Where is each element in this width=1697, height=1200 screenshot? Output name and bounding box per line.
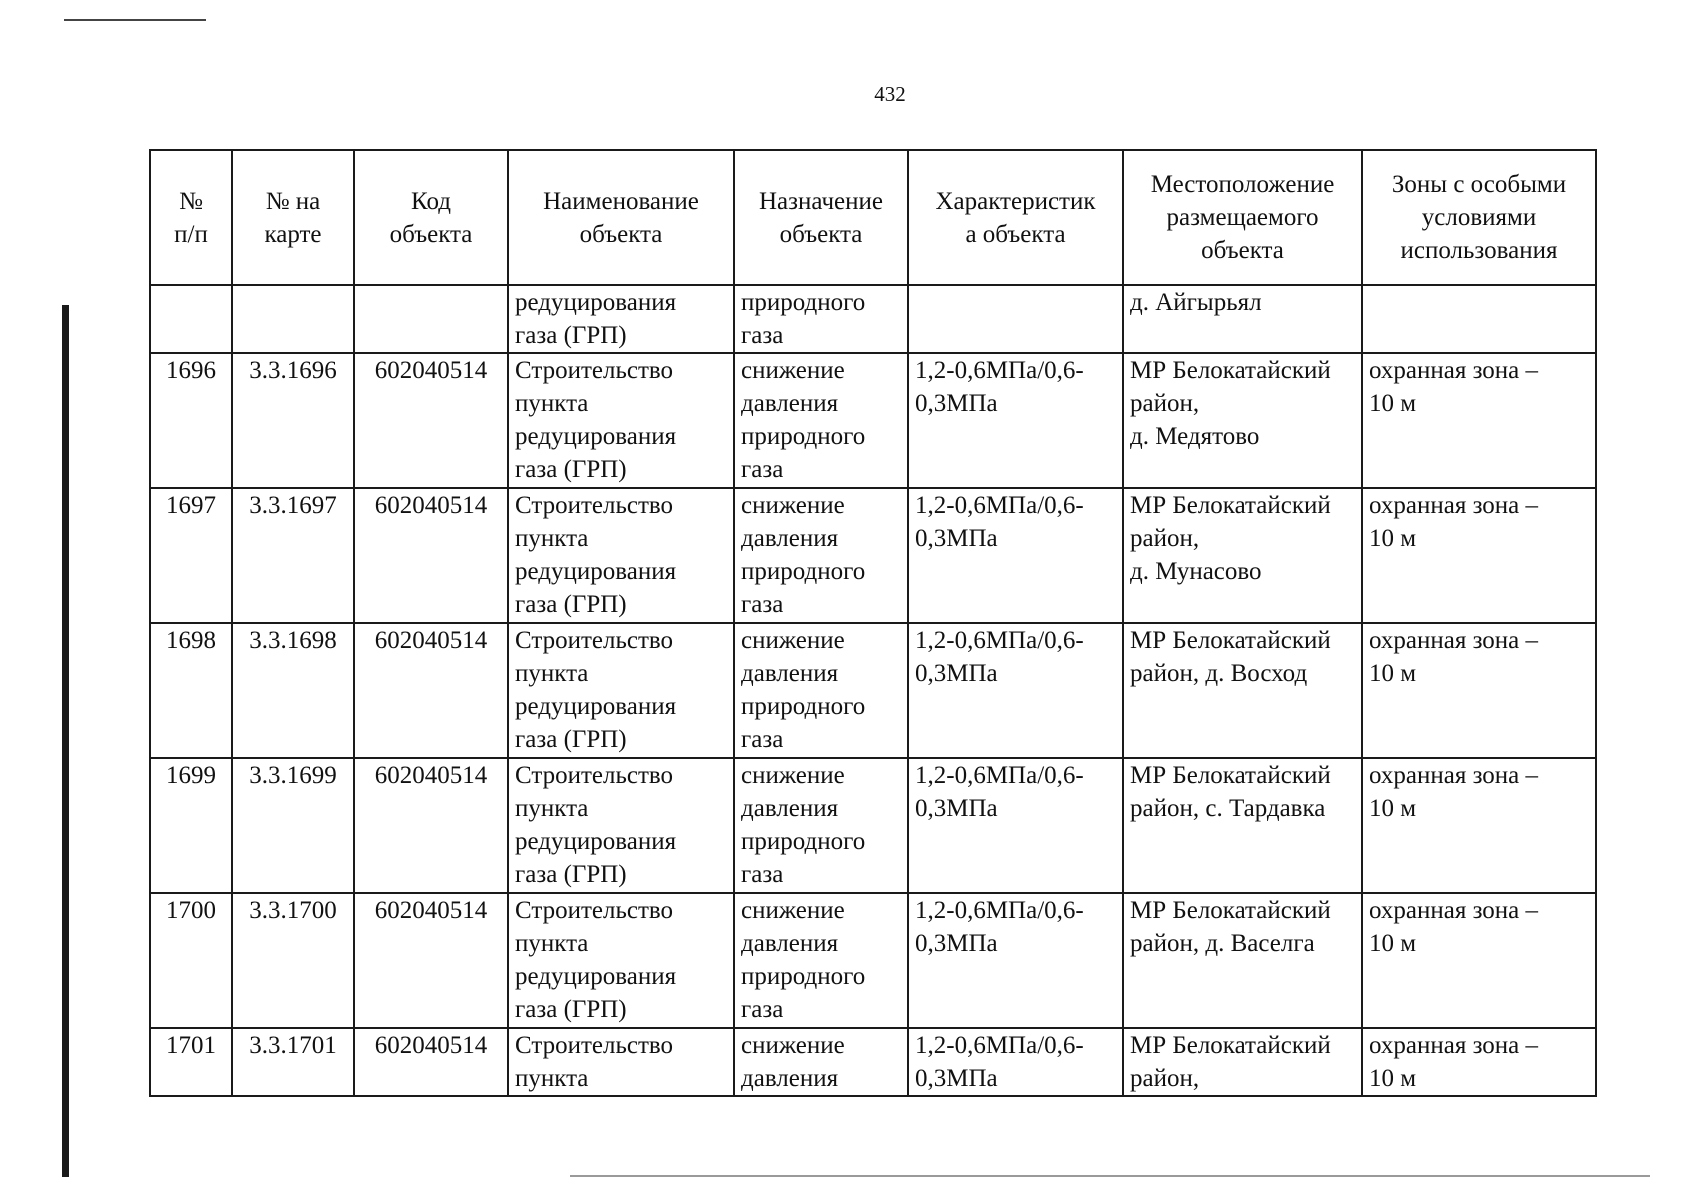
table-body (150, 285, 1596, 1096)
cell-name-line: Строительство (515, 762, 674, 789)
table-row (150, 488, 1596, 623)
cell-purpose-line: природного (741, 558, 866, 585)
header-purpose (734, 150, 908, 285)
cell-location-line: МР Белокатайский (1130, 1032, 1331, 1059)
cell-purpose-line: природного (741, 289, 866, 316)
cell-purpose-line: газа (741, 456, 784, 483)
cell-characteristics-line: 0,3МПа (915, 390, 998, 417)
cell-map-num: 3.3.1697 (232, 488, 354, 623)
cell-code (354, 285, 508, 353)
cell-characteristics (908, 488, 1123, 623)
header-name (508, 150, 734, 285)
cell-name-line: редуцирования (515, 693, 677, 720)
header-zones (1362, 150, 1596, 285)
cell-characteristics-line: 1,2-0,6МПа/0,6- (915, 627, 1084, 654)
header-text-line: Зоны с особыми (1391, 171, 1567, 198)
cell-name-line: Строительство (515, 492, 674, 519)
cell-zones-line: охранная зона – (1369, 492, 1539, 519)
cell-purpose-line: природного (741, 423, 866, 450)
header-text-line: п/п (174, 220, 208, 248)
cell-code: 602040514 (354, 758, 508, 893)
cell-name-line: газа (ГРП) (515, 456, 627, 483)
cell-location (1123, 893, 1362, 1028)
cell-zones (1362, 1028, 1596, 1096)
cell-purpose-line: снижение (741, 357, 845, 384)
cell-zones (1362, 353, 1596, 488)
cell-characteristics-line: 1,2-0,6МПа/0,6- (915, 762, 1084, 789)
header-text-line: а объекта (965, 220, 1066, 248)
cell-name-line: газа (ГРП) (515, 996, 627, 1023)
cell-purpose-line: давления (741, 390, 839, 417)
header-code (354, 150, 508, 285)
header-map-num (232, 150, 354, 285)
header-location (1123, 150, 1362, 285)
cell-purpose-line: природного (741, 693, 866, 720)
cell-purpose (734, 758, 908, 893)
cell-name-line: Строительство (515, 897, 674, 924)
header-text-line: объекта (1201, 237, 1284, 264)
header-text-line: карте (264, 220, 322, 248)
cell-characteristics (908, 893, 1123, 1028)
cell-zones (1362, 488, 1596, 623)
cell-name-line: пункта (515, 795, 589, 822)
scan-binding-shadow (62, 305, 69, 1177)
header-characteristics (908, 150, 1123, 285)
cell-purpose-line: газа (741, 726, 784, 753)
cell-zones-line: охранная зона – (1369, 1032, 1539, 1059)
cell-purpose (734, 623, 908, 758)
cell-num: 1696 (150, 353, 232, 488)
cell-num: 1698 (150, 623, 232, 758)
cell-name-line: Строительство (515, 627, 674, 654)
cell-zones-line: охранная зона – (1369, 627, 1539, 654)
cell-name (508, 285, 734, 353)
cell-location-line: район, (1130, 1065, 1200, 1092)
cell-name (508, 488, 734, 623)
cell-zones-line: 10 м (1369, 390, 1417, 417)
cell-purpose (734, 488, 908, 623)
cell-zones-line: 10 м (1369, 930, 1417, 957)
cell-purpose (734, 353, 908, 488)
cell-map-num: 3.3.1696 (232, 353, 354, 488)
header-text-line: № (179, 187, 203, 215)
cell-location (1123, 353, 1362, 488)
cell-location-line: д. Медятово (1130, 423, 1260, 450)
scan-bottom-line (570, 1175, 1650, 1177)
cell-location-line: МР Белокатайский (1130, 357, 1331, 384)
table-row (150, 758, 1596, 893)
header-text-line: № на (265, 187, 321, 215)
header-num (150, 150, 232, 285)
header-text-line: Наименование (543, 187, 699, 215)
cell-name-line: редуцирования (515, 289, 677, 316)
cell-characteristics-line: 0,3МПа (915, 930, 998, 957)
table-row (150, 893, 1596, 1028)
cell-purpose-line: давления (741, 930, 839, 957)
cell-name-line: Строительство (515, 1032, 674, 1059)
cell-name (508, 893, 734, 1028)
cell-characteristics (908, 758, 1123, 893)
cell-name-line: пункта (515, 390, 589, 417)
cell-name (508, 623, 734, 758)
cell-characteristics (908, 623, 1123, 758)
cell-purpose-line: газа (741, 996, 784, 1023)
header-text-line: использования (1400, 237, 1558, 264)
cell-characteristics-line: 1,2-0,6МПа/0,6- (915, 492, 1084, 519)
objects-table (149, 149, 1597, 1097)
cell-purpose-line: газа (741, 322, 784, 349)
header-text-line: объекта (389, 220, 473, 248)
cell-characteristics (908, 1028, 1123, 1096)
cell-purpose (734, 1028, 908, 1096)
table-row (150, 623, 1596, 758)
cell-name-line: редуцирования (515, 423, 677, 450)
cell-name-line: газа (ГРП) (515, 591, 627, 618)
header-text-line: объекта (579, 220, 663, 248)
cell-map-num: 3.3.1699 (232, 758, 354, 893)
cell-purpose-line: давления (741, 660, 839, 687)
cell-map-num: 3.3.1698 (232, 623, 354, 758)
cell-num: 1700 (150, 893, 232, 1028)
cell-characteristics-line: 0,3МПа (915, 525, 998, 552)
cell-purpose-line: снижение (741, 762, 845, 789)
cell-purpose-line: давления (741, 1065, 839, 1092)
cell-name-line: редуцирования (515, 558, 677, 585)
cell-characteristics-line: 0,3МПа (915, 795, 998, 822)
cell-num: 1697 (150, 488, 232, 623)
header-text-line: Код (411, 187, 451, 215)
cell-zones (1362, 893, 1596, 1028)
cell-location-line: МР Белокатайский (1130, 762, 1331, 789)
cell-num: 1701 (150, 1028, 232, 1096)
cell-name-line: пункта (515, 525, 589, 552)
cell-zones (1362, 623, 1596, 758)
cell-zones (1362, 285, 1596, 353)
cell-characteristics-line: 0,3МПа (915, 660, 998, 687)
cell-purpose-line: газа (741, 591, 784, 618)
cell-name-line: пункта (515, 660, 589, 687)
cell-location-line: МР Белокатайский (1130, 627, 1331, 654)
page-number: 432 (874, 82, 906, 106)
header-text-line: Характеристик (935, 187, 1096, 215)
cell-name-line: редуцирования (515, 828, 677, 855)
table-header-row (150, 150, 1596, 285)
cell-code: 602040514 (354, 353, 508, 488)
cell-purpose (734, 893, 908, 1028)
cell-purpose-line: снижение (741, 492, 845, 519)
cell-zones-line: 10 м (1369, 1065, 1417, 1092)
cell-name-line: пункта (515, 1065, 589, 1092)
cell-map-num (232, 285, 354, 353)
cell-location-line: район, (1130, 525, 1200, 552)
cell-zones-line: 10 м (1369, 660, 1417, 687)
cell-location-line: район, д. Васелга (1130, 930, 1315, 957)
header-text-line: Назначение (758, 187, 884, 215)
cell-name-line: газа (ГРП) (515, 726, 627, 753)
header-text-line: размещаемого (1166, 204, 1319, 231)
cell-location-line: МР Белокатайский (1130, 897, 1331, 924)
cell-zones (1362, 758, 1596, 893)
cell-code: 602040514 (354, 893, 508, 1028)
cell-location-line: д. Мунасово (1130, 558, 1262, 585)
cell-code: 602040514 (354, 1028, 508, 1096)
cell-name (508, 758, 734, 893)
cell-purpose-line: природного (741, 828, 866, 855)
cell-name-line: редуцирования (515, 963, 677, 990)
cell-location (1123, 285, 1362, 353)
cell-num (150, 285, 232, 353)
cell-purpose-line: газа (741, 861, 784, 888)
cell-location-line: район, д. Восход (1130, 660, 1308, 687)
cell-characteristics (908, 285, 1123, 353)
cell-purpose-line: давления (741, 795, 839, 822)
cell-code: 602040514 (354, 623, 508, 758)
cell-purpose-line: природного (741, 963, 866, 990)
scan-edge-line (64, 19, 206, 21)
cell-characteristics-line: 1,2-0,6МПа/0,6- (915, 1032, 1084, 1059)
cell-characteristics-line: 0,3МПа (915, 1065, 998, 1092)
header-text-line: объекта (779, 220, 863, 248)
cell-zones-line: 10 м (1369, 525, 1417, 552)
table-row (150, 1028, 1596, 1096)
cell-name-line: газа (ГРП) (515, 861, 627, 888)
cell-name-line: Строительство (515, 357, 674, 384)
cell-zones-line: 10 м (1369, 795, 1417, 822)
cell-location-line: район, (1130, 390, 1200, 417)
cell-characteristics (908, 353, 1123, 488)
header-text-line: Местоположение (1150, 171, 1335, 198)
cell-name-line: газа (ГРП) (515, 322, 627, 349)
cell-purpose-line: снижение (741, 1032, 845, 1059)
cell-location-line: МР Белокатайский (1130, 492, 1331, 519)
cell-location (1123, 488, 1362, 623)
cell-name (508, 353, 734, 488)
cell-purpose-line: давления (741, 525, 839, 552)
cell-zones-line: охранная зона – (1369, 357, 1539, 384)
cell-location (1123, 623, 1362, 758)
cell-code: 602040514 (354, 488, 508, 623)
cell-location (1123, 1028, 1362, 1096)
cell-map-num: 3.3.1701 (232, 1028, 354, 1096)
cell-zones-line: охранная зона – (1369, 762, 1539, 789)
cell-location (1123, 758, 1362, 893)
cell-characteristics-line: 1,2-0,6МПа/0,6- (915, 897, 1084, 924)
cell-num: 1699 (150, 758, 232, 893)
cell-purpose-line: снижение (741, 897, 845, 924)
cell-map-num: 3.3.1700 (232, 893, 354, 1028)
cell-purpose-line: снижение (741, 627, 845, 654)
header-text-line: условиями (1421, 204, 1537, 231)
cell-location-line: район, с. Тардавка (1130, 795, 1326, 822)
cell-zones-line: охранная зона – (1369, 897, 1539, 924)
cell-characteristics-line: 1,2-0,6МПа/0,6- (915, 357, 1084, 384)
table-row (150, 353, 1596, 488)
cell-name (508, 1028, 734, 1096)
cell-purpose (734, 285, 908, 353)
cell-location-line: д. Айгырьял (1130, 289, 1262, 316)
cell-name-line: пункта (515, 930, 589, 957)
table-row-continued (150, 285, 1596, 353)
